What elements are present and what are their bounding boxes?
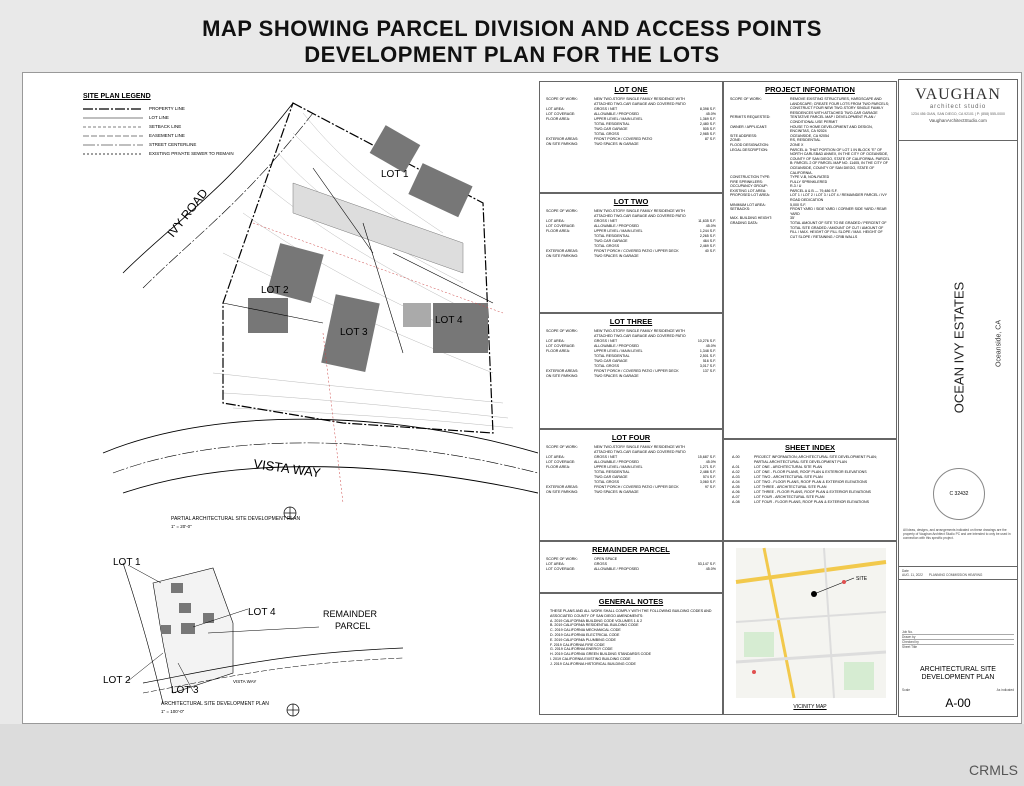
panel-title: LOT ONE bbox=[614, 85, 648, 94]
data-row bbox=[540, 490, 722, 495]
sheet-index-v: LOT ONE - FLOOR PLANS, ROOF PLAN & EXTERIOR ELEVATIONS bbox=[754, 470, 867, 474]
row-k: FLOOR AREA: bbox=[546, 465, 570, 469]
row-v: ALLOWABLE / PROPOSED bbox=[594, 112, 640, 116]
row-n: 45.0% bbox=[705, 344, 716, 348]
row-n: 1,244 S.F. bbox=[699, 229, 716, 233]
info-v: TENTATIVE PARCEL MAP / DEVELOPMENT PLAN / CONDITIONAL USE PERMIT bbox=[790, 115, 876, 124]
row-n: 8,398 S.F. bbox=[699, 107, 716, 111]
sheet-index-v: LOT FOUR - FLOOR PLANS, ROOF PLAN & EXTERIOR ELEVATIONS bbox=[754, 500, 870, 504]
mini-road: VISTA WAY bbox=[233, 679, 257, 684]
row-k: SCOPE OF WORK: bbox=[546, 209, 578, 213]
info-k: GRADING DATA: bbox=[730, 221, 758, 226]
page-footer bbox=[0, 724, 1024, 786]
mini-lot-2: LOT 2 bbox=[103, 675, 131, 686]
row-k: EXTERIOR AREAS: bbox=[546, 137, 579, 141]
row-n: 505 S.F. bbox=[702, 127, 716, 131]
info-row bbox=[724, 221, 896, 239]
info-k: SITE ADDRESS: bbox=[730, 133, 758, 138]
sheet-index-c: A-00 bbox=[732, 455, 740, 459]
row-v: UPPER LEVEL / MAIN LEVEL bbox=[594, 349, 643, 353]
row-k: ON SITE PARKING: bbox=[546, 374, 579, 378]
lot-label-4: LOT 4 bbox=[435, 315, 463, 326]
row-n: 3,060 S.F. bbox=[699, 480, 716, 484]
row-n: 1,369 S.F. bbox=[699, 117, 716, 121]
info-k: OCCUPANCY GROUP: bbox=[730, 184, 768, 189]
mini-scale: 1" = 100'-0" bbox=[161, 709, 185, 714]
data-row bbox=[540, 329, 722, 339]
lot-two-panel bbox=[539, 193, 723, 313]
row-v: TOTAL GROSS bbox=[594, 364, 620, 368]
row-v: ALLOWABLE / PROPOSED bbox=[594, 460, 640, 464]
info-v: REMOVE EXISTING STRUCTURES, HARDSCAPE AND LANDSCAPE; CREATE FOUR LOTS FROM TWO PARCELS; CONSTRUCT FOUR NEW TWO-STORY SINGLE FAMILY RESIDENCES WITH ATTACHED TWO-CAR GARAGE bbox=[790, 97, 890, 115]
row-v: NEW TWO-STORY SINGLE FAMILY RESIDENCE WITH ATTACHED TWO-CAR GARAGE AND COVERED PATIO bbox=[594, 209, 686, 218]
firm-address: 1234 456 GIAN, SAN DIEGO, CA 92101 | P: (858) 555-0000 bbox=[911, 112, 1005, 116]
job-no: Job No. bbox=[902, 630, 1014, 635]
row-k: LOT AREA: bbox=[546, 107, 565, 111]
row-n: 11,635 S.F. bbox=[698, 219, 716, 223]
row-k: SCOPE OF WORK: bbox=[546, 557, 578, 561]
plan-scale: 1" = 20'-0" bbox=[171, 524, 192, 529]
sheet-index-row bbox=[724, 500, 896, 505]
info-k: ZONE: bbox=[730, 138, 741, 143]
row-v: TWO-CAR GARAGE bbox=[594, 127, 628, 131]
row-k: ON SITE PARKING: bbox=[546, 254, 579, 258]
panel-rows bbox=[540, 445, 722, 495]
sheet-index-c: A-04 bbox=[732, 480, 740, 484]
row-v: GROSS bbox=[594, 562, 607, 566]
info-k: CONSTRUCTION TYPE: bbox=[730, 175, 771, 180]
row-v: UPPER LEVEL / MAIN LEVEL bbox=[594, 465, 643, 469]
vicinity-map bbox=[724, 542, 896, 702]
lot-three-panel bbox=[539, 313, 723, 429]
data-row bbox=[540, 567, 722, 572]
mini-caption: ARCHITECTURAL SITE DEVELOPMENT PLAN bbox=[161, 701, 269, 707]
row-k: ON SITE PARKING: bbox=[546, 490, 579, 494]
sheet-index-rows bbox=[724, 455, 896, 505]
row-n: 2,486 S.F. bbox=[699, 470, 716, 474]
row-v: ALLOWABLE / PROPOSED bbox=[594, 224, 640, 228]
lot-four-panel bbox=[539, 429, 723, 541]
note-item: A. 2019 CALIFORNIA BUILDING CODE VOLUMES 1 & 2 bbox=[550, 618, 643, 623]
heading-line-2: DEVELOPMENT PLAN FOR THE LOTS bbox=[304, 42, 720, 67]
row-k: SCOPE OF WORK: bbox=[546, 329, 578, 333]
firm-logo bbox=[899, 80, 1017, 141]
notes-list bbox=[540, 609, 722, 667]
plan-sheet bbox=[22, 72, 1022, 724]
legend-row: EASEMENT LINE bbox=[149, 133, 185, 138]
row-n bbox=[690, 97, 716, 107]
legend-row: STREET CENTERLINE bbox=[149, 142, 197, 147]
info-k: SCOPE OF WORK: bbox=[730, 97, 762, 101]
panel-rows bbox=[540, 557, 722, 572]
row-n bbox=[690, 374, 716, 379]
panel-title: REMAINDER PARCEL bbox=[592, 545, 670, 554]
row-v: NEW TWO-STORY SINGLE FAMILY RESIDENCE WITH ATTACHED TWO-CAR GARAGE AND COVERED PATIO bbox=[594, 445, 686, 454]
sheet-number: A-00 bbox=[945, 696, 971, 710]
row-n bbox=[690, 209, 716, 219]
partial-site-plan bbox=[23, 73, 538, 543]
row-n: 10,276 S.F. bbox=[697, 339, 716, 343]
issue-date: AUG. 11, 2022 bbox=[902, 573, 923, 577]
legend-title: SITE PLAN LEGEND bbox=[83, 93, 151, 100]
row-k: LOT COVERAGE: bbox=[546, 112, 576, 116]
info-v: OCEANSIDE, CA 92054 bbox=[790, 133, 829, 138]
sheet-index-v: LOT TWO - FLOOR PLANS, ROOF PLAN & EXTERIOR ELEVATIONS bbox=[754, 480, 868, 484]
heading-line-1: MAP SHOWING PARCEL DIVISION AND ACCESS POINTS bbox=[202, 16, 822, 41]
note-item: J. 2019 CALIFORNIA HISTORICAL BUILDING CODE bbox=[550, 661, 636, 666]
row-k: EXTERIOR AREAS: bbox=[546, 369, 579, 373]
data-row bbox=[540, 374, 722, 379]
stamp-number: C 32432 bbox=[949, 491, 969, 497]
info-v: PARCEL A: THAT PORTION OF LOT 1 IN BLOCK "E" OF NORTH CARLSBAD ANNEX, IN THE CITY OF OCEANSIDE, COUNTY OF SAN DIEGO, STATE OF CALIFORNIA. PARCEL B: PARCEL 2 OF PARCEL MAP NO. 11405, IN THE CITY OF OCEANSIDE, COUNTY OF SAN DIEGO, STATE OF CALIFORNIA. bbox=[790, 147, 890, 175]
row-n: 2,501 S.F. bbox=[699, 354, 716, 358]
vicinity-map-label: VICINITY MAP bbox=[793, 704, 827, 710]
data-row bbox=[540, 209, 722, 219]
row-v: ALLOWABLE / PROPOSED bbox=[594, 344, 640, 348]
panel-title: LOT TWO bbox=[613, 197, 649, 206]
topo-lines bbox=[213, 113, 513, 428]
row-v: OPEN SPACE bbox=[594, 557, 618, 561]
page-heading bbox=[0, 16, 1024, 68]
note-item: I. 2019 CALIFORNIA EXISTING BUILDING CODE bbox=[550, 656, 631, 661]
row-v: GROSS / NET bbox=[594, 219, 618, 223]
row-n: 516 S.F. bbox=[702, 359, 716, 363]
row-n: 464 S.F. bbox=[702, 239, 716, 243]
panel-title: LOT THREE bbox=[609, 317, 653, 326]
info-row bbox=[724, 115, 896, 124]
building-footprint bbox=[408, 163, 472, 217]
row-k: ON SITE PARKING: bbox=[546, 142, 579, 146]
legend-row: PROPERTY LINE bbox=[149, 106, 185, 111]
row-v: TWO SPACES IN GARAGE bbox=[594, 490, 639, 494]
row-v: TOTAL GROSS bbox=[594, 132, 620, 136]
row-k: EXTERIOR AREAS: bbox=[546, 485, 579, 489]
road-label-vista: VISTA WAY bbox=[252, 456, 322, 481]
drawn-by: Drawn by bbox=[902, 635, 1014, 640]
row-n: 45.0% bbox=[705, 460, 716, 464]
info-v: R-3 / U bbox=[790, 184, 802, 189]
info-k: LEGAL DESCRIPTION: bbox=[730, 147, 769, 152]
sheet-index-v: LOT THREE - FLOOR PLANS, ROOF PLAN & EXTERIOR ELEVATIONS bbox=[754, 490, 871, 494]
scale-value: As indicated bbox=[996, 688, 1014, 692]
info-k: MAX. BUILDING HEIGHT: bbox=[730, 216, 772, 221]
legend-row: EXISTING PRIVATE SEWER TO REMAIN bbox=[149, 151, 234, 156]
firm-subtitle: architect studio bbox=[929, 104, 987, 110]
row-n: 45.0% bbox=[705, 567, 716, 571]
issue-description: PLANNING COMMISSION HEARING bbox=[928, 573, 983, 577]
vicinity-site-label: SITE bbox=[856, 576, 868, 582]
road-label-ivy: IVY ROAD bbox=[164, 186, 211, 240]
sheet-index-v: LOT TWO - ARCHITECTURAL SITE PLAN bbox=[754, 475, 823, 479]
info-v: PARCEL A & B — 79,486 S.F. bbox=[790, 188, 838, 193]
lot-label-3: LOT 3 bbox=[340, 327, 368, 338]
row-n: 2,985 S.F. bbox=[699, 132, 716, 136]
legend-row: LOT LINE bbox=[149, 115, 169, 120]
row-v: GROSS / NET bbox=[594, 455, 618, 459]
info-k: OWNER / APPLICANT: bbox=[730, 124, 768, 129]
row-n: 45.0% bbox=[705, 224, 716, 228]
row-k: LOT AREA: bbox=[546, 562, 565, 566]
row-n: 3,017 S.F. bbox=[699, 364, 716, 368]
sheet-index-v: PROJECT INFORMATION; ARCHITECTURAL SITE DEVELOPMENT PLAN; PARTIAL ARCHITECTURAL SITE DEVELOPMENT PLAN bbox=[754, 455, 877, 464]
note-item: B. 2019 CALIFORNIA RESIDENTIAL BUILDING CODE bbox=[550, 623, 639, 628]
sheet-index-row bbox=[724, 455, 896, 465]
sheet-index-c: A-06 bbox=[732, 490, 740, 494]
project-name: OCEAN IVY ESTATES bbox=[951, 281, 967, 414]
watermark-text: CRMLS bbox=[968, 762, 1018, 778]
row-v: TOTAL RESIDENTIAL bbox=[594, 470, 630, 474]
row-n bbox=[690, 142, 716, 147]
panel-title: GENERAL NOTES bbox=[598, 597, 664, 606]
panel-title: LOT FOUR bbox=[611, 433, 651, 442]
building-footprint bbox=[248, 298, 288, 333]
row-n: 53,147 S.F. bbox=[697, 562, 716, 566]
row-v: TWO-CAR GARAGE bbox=[594, 475, 628, 479]
row-v: TWO SPACES IN GARAGE bbox=[594, 254, 639, 258]
row-k: LOT COVERAGE: bbox=[546, 567, 576, 571]
ivy-road bbox=[123, 103, 293, 273]
building-footprint bbox=[403, 303, 431, 327]
title-block bbox=[898, 79, 1018, 717]
info-row bbox=[724, 125, 896, 134]
sheet-title-label: Sheet Title bbox=[902, 645, 918, 649]
row-n bbox=[690, 329, 716, 339]
building-footprint bbox=[433, 303, 488, 353]
row-v: TOTAL GROSS bbox=[594, 244, 620, 248]
sheet-index-v: LOT ONE - ARCHITECTURAL SITE PLAN bbox=[754, 465, 823, 469]
info-v: FULLY SPRINKLERED bbox=[790, 179, 828, 184]
panel-rows bbox=[540, 329, 722, 379]
info-v: HOUSE TO HOME DEVELOPMENT AND DESIGN, ENCINITAS, CA 92024 bbox=[790, 124, 873, 134]
row-v: FRONT PORCH / COVERED PATIO / UPPER DECK bbox=[594, 485, 679, 489]
row-k: LOT COVERAGE: bbox=[546, 224, 576, 228]
sheet-index-c: A-08 bbox=[732, 500, 740, 504]
row-n: 574 S.F. bbox=[702, 475, 716, 479]
sheet-index-c: A-07 bbox=[732, 495, 740, 499]
row-n: 2,480 S.F. bbox=[699, 122, 716, 126]
scale-row bbox=[902, 688, 1014, 692]
info-v: FRONT YARD / SIDE YARD / CORNER SIDE YARD / REAR YARD bbox=[790, 207, 887, 216]
row-v: TOTAL RESIDENTIAL bbox=[594, 354, 630, 358]
info-v: TYPE V-B, NON-RATED bbox=[790, 175, 830, 180]
sheet-index-panel bbox=[723, 439, 897, 541]
sheet-index-c: A-01 bbox=[732, 465, 740, 469]
row-n: 1,271 S.F. bbox=[699, 465, 716, 469]
row-v: FRONT PORCH / COVERED PATIO / UPPER DECK bbox=[594, 249, 679, 253]
row-k: EXTERIOR AREAS: bbox=[546, 249, 579, 253]
mini-lot-3: LOT 3 bbox=[171, 685, 199, 696]
panel-title: PROJECT INFORMATION bbox=[765, 85, 855, 94]
note-item: D. 2019 CALIFORNIA ELECTRICAL CODE bbox=[550, 632, 620, 637]
info-k: PERMITS REQUESTED: bbox=[730, 115, 771, 120]
scale-label: Scale bbox=[902, 688, 910, 692]
architect-stamp bbox=[933, 468, 985, 520]
row-k: SCOPE OF WORK: bbox=[546, 97, 578, 101]
sheet-index-c: A-03 bbox=[732, 475, 740, 479]
info-row bbox=[724, 148, 896, 176]
row-v: NEW TWO-STORY SINGLE FAMILY RESIDENCE WITH ATTACHED TWO-CAR GARAGE AND COVERED PATIO bbox=[594, 97, 686, 106]
row-n: 2,265 S.F. bbox=[699, 234, 716, 238]
north-arrow-icon bbox=[284, 507, 296, 519]
vicinity-map-panel bbox=[723, 541, 897, 715]
firm-website: VaughanArchitectStudio.com bbox=[929, 118, 987, 123]
panel-rows bbox=[540, 209, 722, 259]
firm-name: VAUGHAN bbox=[915, 86, 1001, 103]
row-k: LOT COVERAGE: bbox=[546, 344, 576, 348]
row-n: 15,687 S.F. bbox=[697, 455, 716, 459]
row-n: 97 S.F. bbox=[704, 485, 716, 489]
row-v: TWO SPACES IN GARAGE bbox=[594, 142, 639, 146]
project-rows bbox=[724, 97, 896, 239]
info-v: RS, RESIDENTIAL bbox=[790, 138, 821, 143]
row-v: TOTAL RESIDENTIAL bbox=[594, 234, 630, 238]
row-v: GROSS / NET bbox=[594, 339, 618, 343]
info-row bbox=[724, 97, 896, 115]
row-v: TWO SPACES IN GARAGE bbox=[594, 374, 639, 378]
row-v: UPPER LEVEL / MAIN LEVEL bbox=[594, 229, 643, 233]
row-v: UPPER LEVEL / MAIN LEVEL bbox=[594, 117, 643, 121]
sheet-index-v: LOT THREE - ARCHITECTURAL SITE PLAN bbox=[754, 485, 827, 489]
row-k: LOT AREA: bbox=[546, 219, 565, 223]
panel-title: SHEET INDEX bbox=[784, 443, 835, 452]
row-v: GROSS / NET bbox=[594, 107, 618, 111]
job-info bbox=[902, 630, 1014, 649]
row-k: LOT COVERAGE: bbox=[546, 460, 576, 464]
sheet-index-v: LOT FOUR - ARCHITECTURAL SITE PLAN bbox=[754, 495, 825, 499]
row-v: TWO-CAR GARAGE bbox=[594, 359, 628, 363]
mini-remainder-1: REMAINDER bbox=[323, 609, 378, 619]
row-n: 45.0% bbox=[705, 112, 716, 116]
note-item: THESE PLANS AND ALL WORK SHALL COMPLY WITH THE FOLLOWING BUILDING CODES AND ASSOCIATED COUNTY OF SAN DIEGO AMENDMENTS: bbox=[550, 609, 712, 618]
mini-lot-1: LOT 1 bbox=[113, 557, 141, 568]
row-k: FLOOR AREA: bbox=[546, 349, 570, 353]
issue-table bbox=[899, 566, 1017, 580]
info-k: MINIMUM LOT AREA: bbox=[730, 202, 766, 207]
row-n: 137 S.F. bbox=[702, 369, 716, 373]
note-item: C. 2019 CALIFORNIA MECHANICAL CODE bbox=[550, 628, 621, 633]
info-v: 35' bbox=[790, 216, 795, 221]
plan-caption: PARTIAL ARCHITECTURAL SITE DEVELOPMENT PLAN bbox=[171, 516, 301, 522]
note-item: F. 2019 CALIFORNIA FIRE CODE bbox=[550, 642, 605, 647]
data-row bbox=[540, 445, 722, 455]
remainder-parcel-panel bbox=[539, 541, 723, 593]
project-title-vertical bbox=[929, 260, 1003, 460]
info-row bbox=[724, 207, 896, 216]
row-k: LOT AREA: bbox=[546, 455, 565, 459]
vista-way bbox=[103, 419, 538, 453]
data-row bbox=[540, 97, 722, 107]
info-k: SETBACKS: bbox=[730, 207, 751, 212]
data-row bbox=[540, 254, 722, 259]
general-notes-panel bbox=[539, 593, 723, 715]
info-k: PROPOSED LOT AREA: bbox=[730, 193, 770, 198]
info-v: 5,000 S.F. bbox=[790, 202, 807, 207]
panel-rows bbox=[540, 97, 722, 147]
info-k: FIRE SPRINKLERS: bbox=[730, 179, 763, 184]
copyright-notice: All ideas, designs, and arrangements indicated on these drawings are the property of Vaughan Architect Studio PC and are intended to only be used in connection with this specific project. bbox=[903, 528, 1011, 540]
row-n: 87 S.F. bbox=[704, 137, 716, 141]
row-n bbox=[690, 445, 716, 455]
architectural-site-plan bbox=[83, 543, 413, 723]
row-k: FLOOR AREA: bbox=[546, 229, 570, 233]
row-v: FRONT PORCH / COVERED PATIO bbox=[594, 137, 653, 141]
row-v: FRONT PORCH / COVERED PATIO / UPPER DECK bbox=[594, 369, 679, 373]
north-arrow-icon bbox=[287, 704, 299, 716]
mini-remainder-2: PARCEL bbox=[335, 621, 371, 631]
project-city: Oceanside, CA bbox=[995, 319, 1003, 368]
sheet-index-c: A-02 bbox=[732, 470, 740, 474]
sheet-title: ARCHITECTURAL SITE DEVELOPMENT PLAN bbox=[920, 666, 996, 681]
mini-lot-4: LOT 4 bbox=[248, 607, 276, 618]
checked-by: Checked by bbox=[902, 640, 1014, 645]
note-item: H. 2019 CALIFORNIA GREEN BUILDING STANDARDS CODE bbox=[550, 652, 651, 657]
row-k: LOT AREA: bbox=[546, 339, 565, 343]
info-k: EXISTING LOT AREA: bbox=[730, 188, 767, 193]
row-v: TOTAL GROSS bbox=[594, 480, 620, 484]
row-v: ALLOWABLE / PROPOSED bbox=[594, 567, 640, 571]
info-row bbox=[724, 193, 896, 202]
row-v: TWO-CAR GARAGE bbox=[594, 239, 628, 243]
project-information-panel bbox=[723, 81, 897, 439]
issue-date-label: Date bbox=[902, 569, 909, 573]
data-row bbox=[540, 142, 722, 147]
note-item: G. 2019 CALIFORNIA ENERGY CODE bbox=[550, 647, 613, 652]
row-n: 40 S.F. bbox=[704, 249, 716, 253]
row-v: NEW TWO-STORY SINGLE FAMILY RESIDENCE WITH ATTACHED TWO-CAR GARAGE AND COVERED PATIO bbox=[594, 329, 686, 338]
row-k: FLOOR AREA: bbox=[546, 117, 570, 121]
legend-row: SETBACK LINE bbox=[149, 124, 182, 129]
row-n bbox=[690, 254, 716, 259]
sheet-index-c: A-05 bbox=[732, 485, 740, 489]
lot-one-panel bbox=[539, 81, 723, 193]
row-n: 1,348 S.F. bbox=[699, 349, 716, 353]
info-k: FLOOD DESIGNATION: bbox=[730, 142, 769, 147]
row-k: SCOPE OF WORK: bbox=[546, 445, 578, 449]
note-item: E. 2019 CALIFORNIA PLUMBING CODE bbox=[550, 637, 616, 642]
lot-label-1: LOT 1 bbox=[381, 169, 409, 180]
info-v: ZONE X bbox=[790, 142, 804, 147]
row-n bbox=[690, 490, 716, 495]
lot-label-2: LOT 2 bbox=[261, 285, 289, 296]
info-v: TOTAL AMOUNT OF SITE TO BE GRADED / PERCENT OF TOTAL SITE GRADED / AMOUNT OF CUT / AMOUNT OF FILL / MAX. HEIGHT OF FILL SLOPE / MAX. HEIGHT OF CUT SLOPE / RETAINING / CRIB WALLS bbox=[790, 221, 887, 239]
row-v: TOTAL RESIDENTIAL bbox=[594, 122, 630, 126]
row-n: 2,469 S.F. bbox=[699, 244, 716, 248]
info-v: LOT 1 / LOT 2 / LOT 3 / LOT 4 / REMAINDER PARCEL / IVY ROAD DEDICATION bbox=[790, 193, 887, 203]
